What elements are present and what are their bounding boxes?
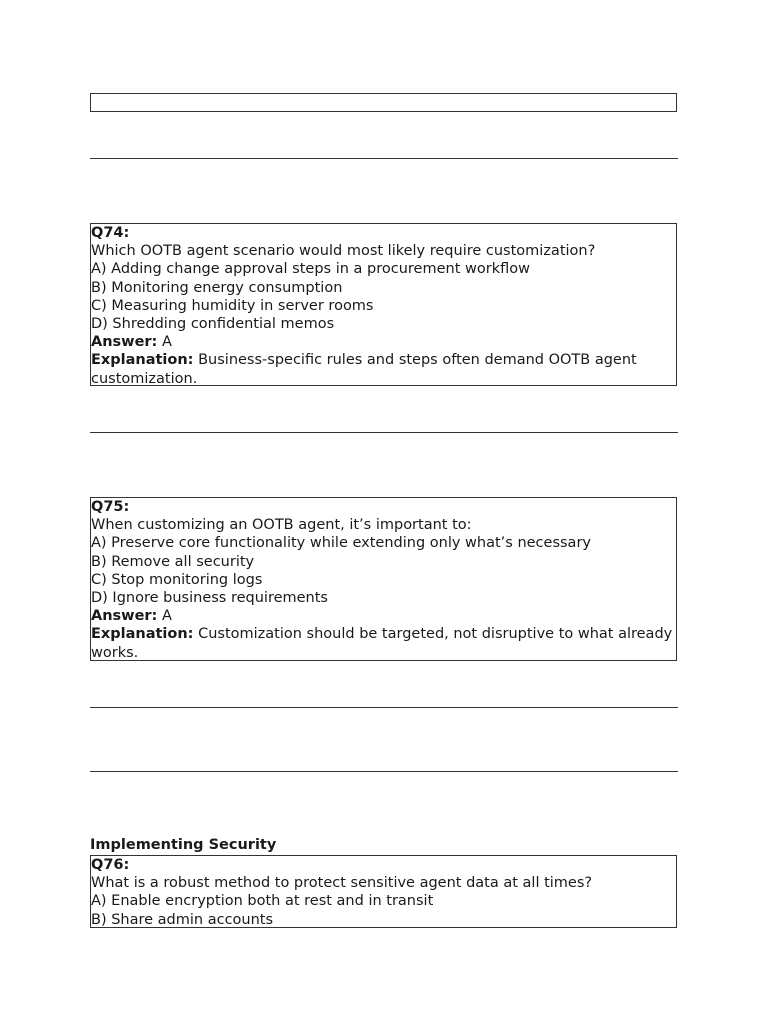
option-b: B) Share admin accounts [91, 911, 274, 928]
question-card-q76 [90, 855, 677, 928]
option-c: C) Stop monitoring logs [91, 571, 263, 588]
question-text: What is a robust method to protect sensitive agent data at all times? [91, 875, 593, 892]
explanation: Explanation: Customization should be targeted, not disruptive to what already works. [91, 626, 673, 661]
option-b: B) Monitoring energy consumption [91, 279, 343, 296]
question-text: When customizing an OOTB agent, it’s important to: [91, 517, 472, 534]
explanation: Explanation: Business-specific rules and steps often demand OOTB agent customization. [91, 352, 637, 387]
answer: Answer: A [91, 334, 172, 351]
divider [90, 432, 678, 433]
empty-box [90, 93, 677, 112]
question-number: Q76: [91, 857, 130, 873]
option-d: D) Ignore business requirements [91, 590, 328, 607]
option-a: A) Adding change approval steps in a procurement workflow [91, 261, 530, 278]
option-a: A) Enable encryption both at rest and in transit [91, 893, 434, 910]
divider [90, 771, 678, 772]
option-a: A) Preserve core functionality while extending only what’s necessary [91, 535, 591, 552]
divider [90, 707, 678, 708]
option-c: C) Measuring humidity in server rooms [91, 297, 374, 314]
question-card-q75 [90, 497, 677, 661]
divider [90, 158, 678, 159]
question-number: Q75: [91, 499, 130, 515]
option-d: D) Shredding confidential memos [91, 316, 335, 333]
question-text: Which OOTB agent scenario would most likely require customization? [91, 243, 596, 260]
option-b: B) Remove all security [91, 553, 255, 570]
question-number: Q74: [91, 225, 130, 241]
section-heading: Implementing Security [90, 837, 277, 853]
answer: Answer: A [91, 608, 172, 625]
question-card-q74 [90, 223, 677, 386]
